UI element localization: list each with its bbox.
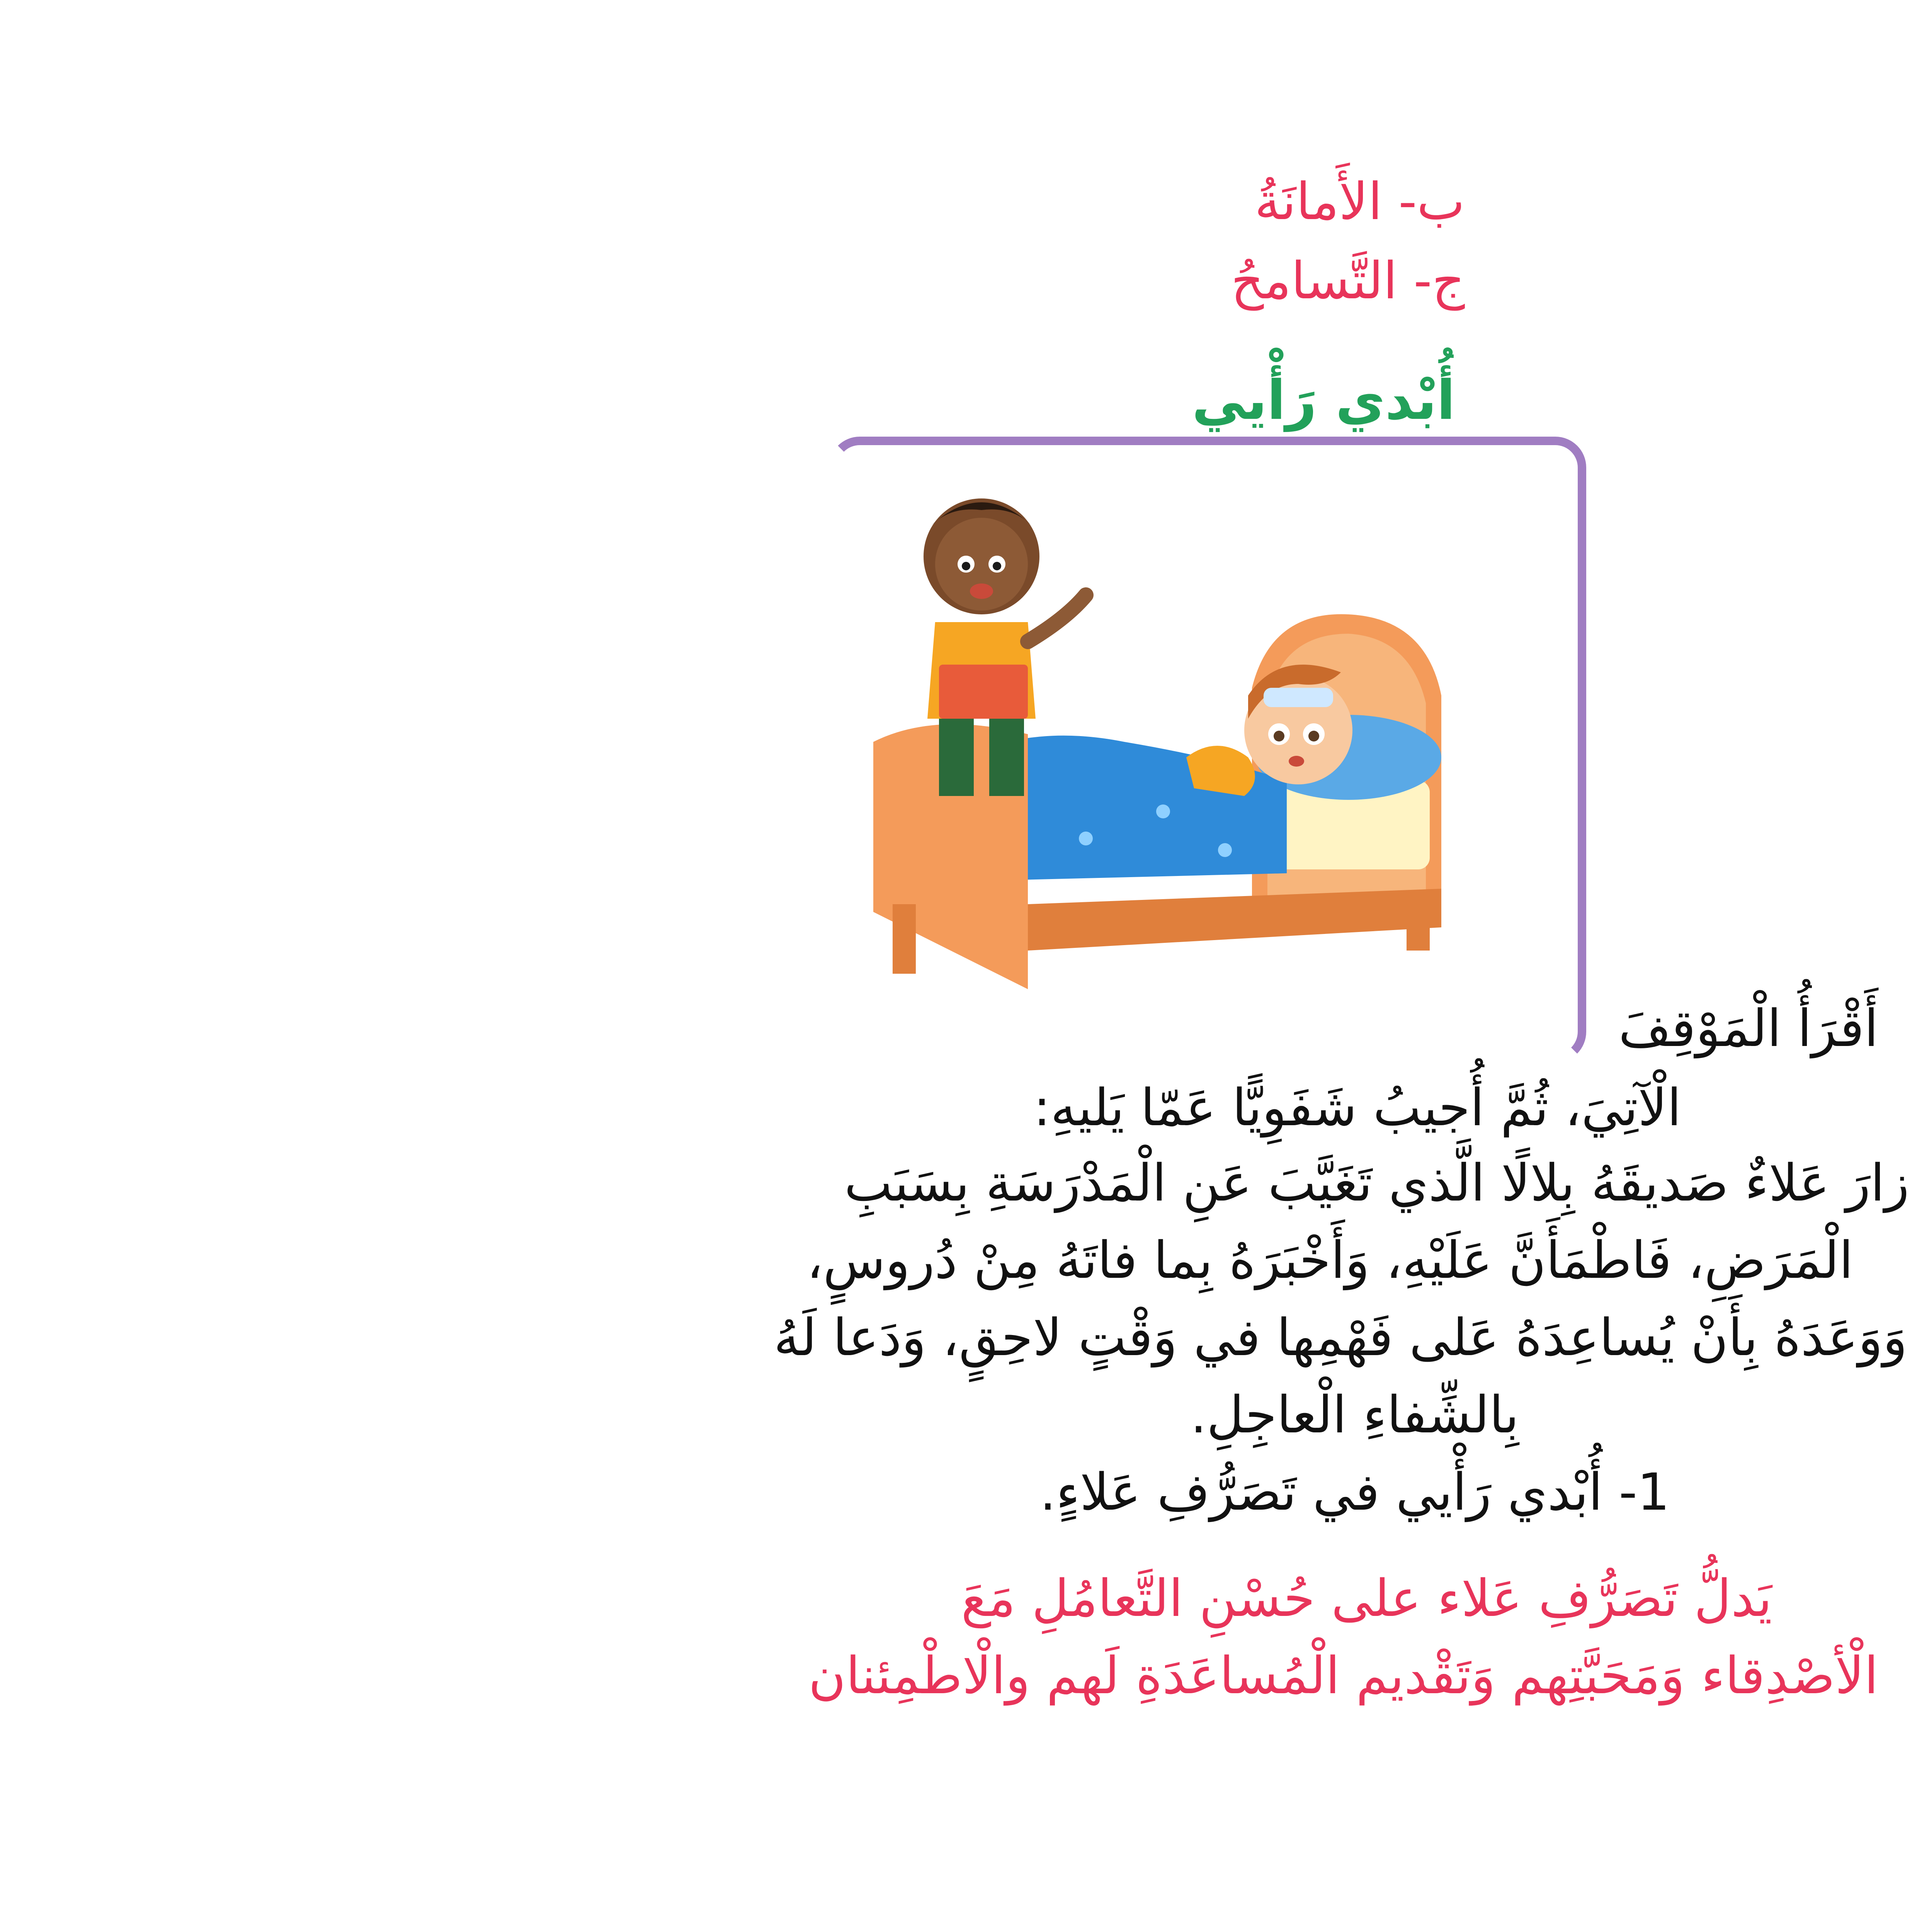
reading-line: الْآتِيَ، ثُمَّ أُجيبُ شَفَوِيًّا عَمّا يَليهِ: <box>1033 1078 1681 1138</box>
reading-line: بِالشِّفاءِ الْعاجِلِ. <box>1190 1385 1519 1445</box>
option-c: ج- التَّسامحُ <box>1231 251 1465 311</box>
answer-line: يَدلُّ تَصَرُّفِ عَلاء على حُسْنِ التَّعامُلِ مَعَ <box>961 1569 1772 1628</box>
reading-line: وَوَعَدَهُ بِأَنْ يُساعِدَهُ عَلى فَهْمِها في وَقْتٍ لاحِقٍ، وَدَعا لَهُ <box>774 1308 1907 1367</box>
option-b: ب- الأَمانَةُ <box>1254 172 1465 231</box>
reading-line: الْمَرَضِ، فَاطْمَأَنَّ عَلَيْهِ، وَأَخْبَرَهُ بِما فاتَهُ مِنْ دُروسٍ، <box>806 1231 1853 1290</box>
question-1: 1- أُبْدي رَأْيي في تَصَرُّفِ عَلاءٍ. <box>1039 1463 1670 1522</box>
answer-line: الْأصْدِقاء وَمَحَبَّتِهم وَتَقْديم الْمُساعَدَةِ لَهم والْاطْمِئنان <box>808 1646 1878 1706</box>
sick-boy-in-bed-illustration-icon <box>846 448 1553 1051</box>
section-heading: أُبْدي رَأْيي <box>1192 369 1455 432</box>
reading-line: زارَ عَلاءٌ صَديقَهُ بِلالًا الَّذي تَغَيَّبَ عَنِ الْمَدْرَسَةِ بِسَبَبِ <box>844 1153 1909 1213</box>
reading-label: أَقْرَأُ الْمَوْقِفَ <box>1618 999 1878 1058</box>
